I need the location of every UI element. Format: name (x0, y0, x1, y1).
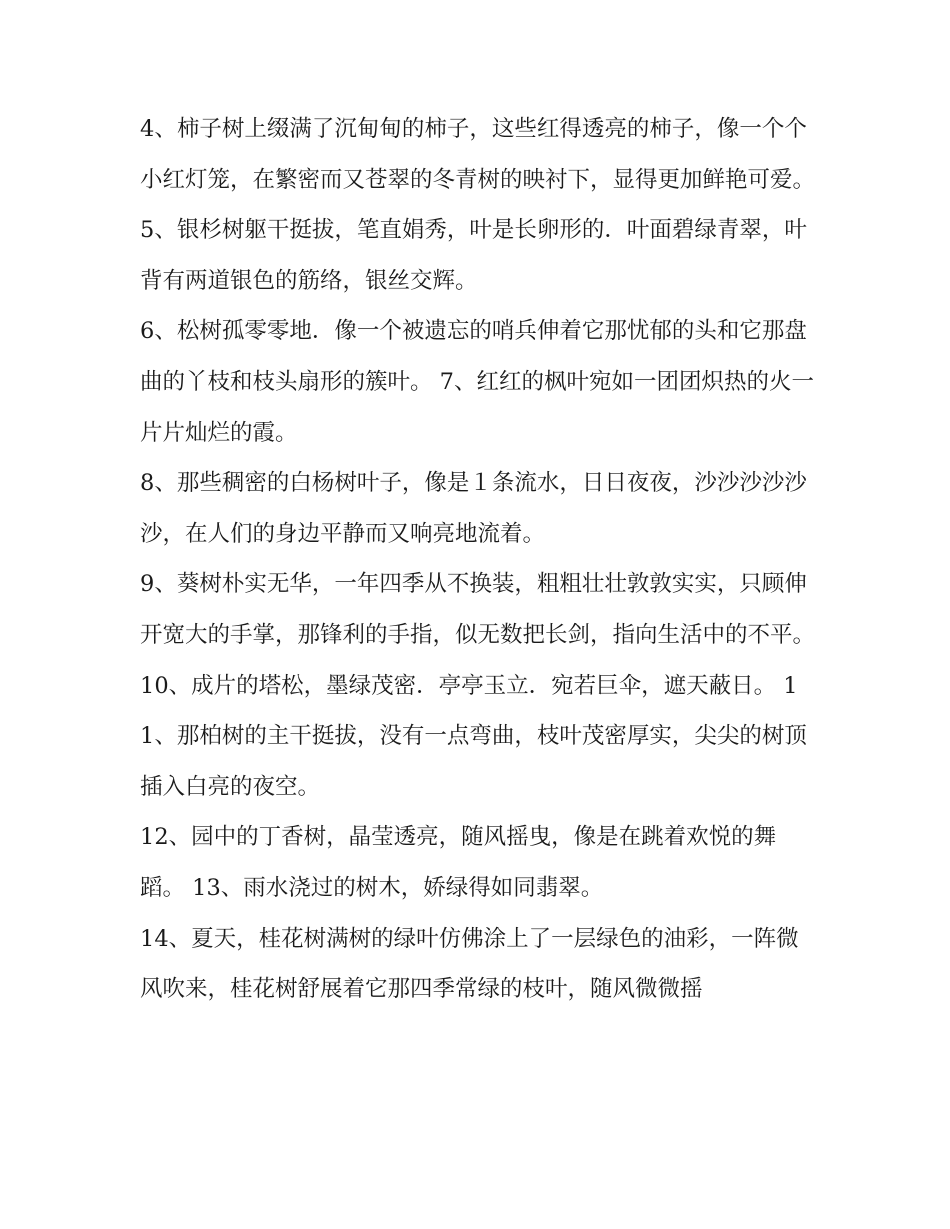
document-body (140, 104, 815, 1015)
paragraph-14-osmanthus: 14、夏天，桂花树满树的绿叶仿佛涂上了一层绿色的油彩，一阵微风吹来，桂花树舒展着它那四季常绿的枝叶，随风微微摇 (140, 925, 799, 1003)
paragraph-5-silver-fir: 5、银杉树躯干挺拔，笔直娟秀，叶是长卵形的．叶面碧绿青翠，叶背有两道银色的筋络，银丝交辉。 (140, 217, 807, 294)
paragraph-6-7-pine-maple: 6、松树孤零零地．像一个被遗忘的哨兵伸着它那忧郁的头和它那盘曲的丫枝和枝头扇形的簇叶。 7、红红的枫叶宛如一团团炽热的火一片片灿烂的霞。 (140, 318, 814, 446)
paragraph-10-11-cedar-cypress: 10、成片的塔松，墨绿茂密．亭亭玉立．宛若巨伞，遮天蔽日。 11、那柏树的主干挺拔，没有一点弯曲，枝叶茂密厚实，尖尖的树顶插入白亮的夜空。 (140, 672, 807, 800)
paragraph-4-persimmon: 4、柿子树上缀满了沉甸甸的柿子，这些红得透亮的柿子，像一个个小红灯笼，在繁密而又苍翠的冬青树的映衬下，显得更加鲜艳可爱。 (140, 116, 816, 193)
paragraph-9-palm: 9、葵树朴实无华，一年四季从不换装，粗粗壮壮敦敦实实，只顾伸开宽大的手掌，那锋利的手指，似无数把长剑，指向生活中的不平。 (140, 571, 816, 648)
paragraph-12-13-lilac-rain: 12、园中的丁香树，晶莹透亮，随风摇曳，像是在跳着欢悦的舞蹈。 13、雨水浇过的树木，娇绿得如同翡翠。 (140, 824, 777, 901)
paragraph-8-poplar: 8、那些稠密的白杨树叶子，像是１条流水，日日夜夜，沙沙沙沙沙沙，在人们的身边平静而又响亮地流着。 (140, 470, 807, 547)
